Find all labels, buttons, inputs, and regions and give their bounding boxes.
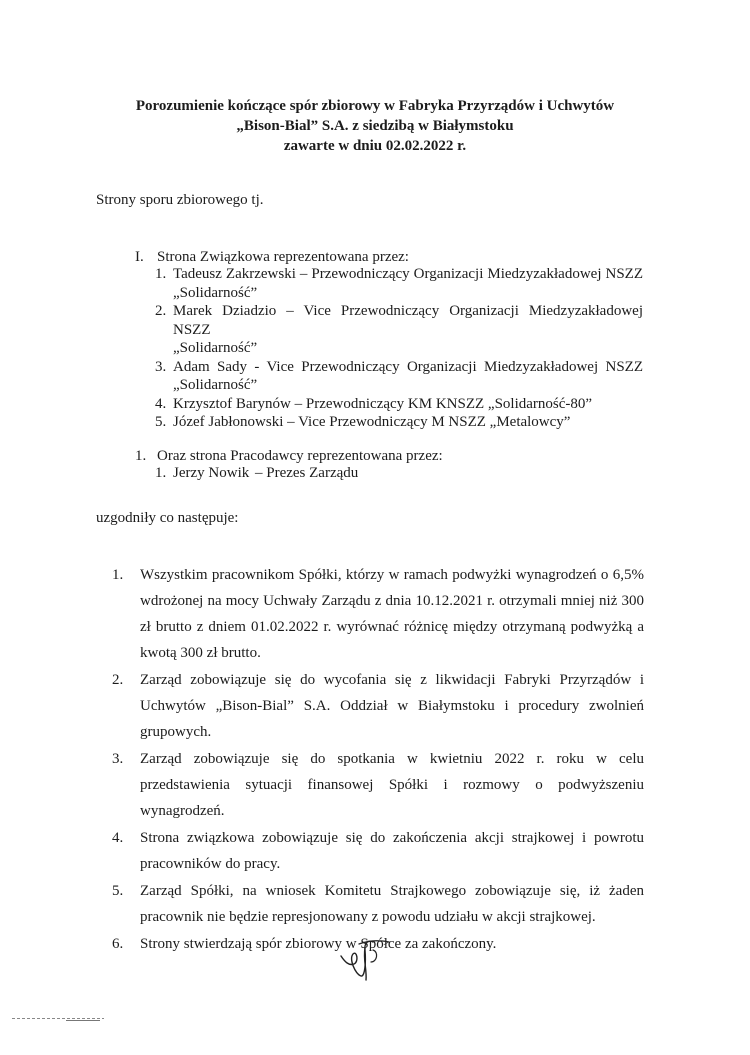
employer-section-title: Oraz strona Pracodawcy reprezentowana przez: (157, 448, 443, 464)
agreement-point (112, 825, 644, 877)
agreement-point-number: 1. (112, 567, 124, 583)
union-member-text (173, 302, 643, 358)
union-member-item (155, 395, 643, 414)
union-member-text (173, 265, 643, 302)
agreement-point-text: Strona związkowa zobowiązuje się do zakończenia akcji strajkowej i powrotu pracowników do pracy. (140, 830, 644, 872)
union-member-number: 5. (155, 414, 167, 430)
agreement-point (112, 878, 644, 930)
employer-rep-role: – Prezes Zarządu (255, 465, 359, 481)
title-line-1: Porozumienie kończące spór zbiorowy w Fabryka Przyrządów i Uchwytów (135, 98, 615, 114)
union-member-line-1: Adam Sady - Vice Przewodniczący Organizacji Miedzyzakładowej NSZZ (173, 358, 643, 375)
union-member-number: 4. (155, 395, 167, 412)
union-section-title: Strona Związkowa reprezentowana przez: (157, 249, 409, 265)
agreement-point (112, 562, 644, 666)
intro-text: Strony sporu zbiorowego tj. (96, 192, 264, 208)
agreement-point-number: 5. (112, 883, 124, 899)
agreement-point-text: Zarząd zobowiązuje się do wycofania się z likwidacji Fabryki Przyrządów i Uchwytów „Bison-Bial” S.A. Oddział w Białymstoku i procedury zwolnień grupowych. (140, 672, 644, 740)
union-member-text (173, 395, 643, 414)
union-member-item (155, 265, 643, 302)
agreement-point-number: 6. (112, 936, 124, 952)
employer-rep-name: Jerzy Nowik (173, 465, 250, 481)
title-line-3: zawarte w dniu 02.02.2022 r. (283, 138, 467, 154)
union-member-text (173, 413, 643, 432)
agreement-point-number: 4. (112, 830, 124, 846)
agreement-point-text: Zarząd Spółki, na wniosek Komitetu Strajkowego zobowiązuje się, iż żaden pracownik nie będzie represjonowany z powodu udziału w akcji strajkowej. (140, 883, 644, 925)
agreement-point-number: 2. (112, 672, 124, 688)
document-title (0, 96, 750, 156)
union-member-line-2: „Solidarność” (173, 340, 258, 356)
agreement-point (112, 746, 644, 824)
agreement-point-text: Strony stwierdzają spór zbiorowy w Spółce za zakończony. (140, 936, 497, 952)
scan-artifact-line-2 (66, 1020, 100, 1021)
union-section-number: I. (135, 249, 144, 265)
agreement-point-text: Wszystkim pracownikom Spółki, którzy w ramach podwyżki wynagrodzeń o 6,5% wdrożonej na mocy Uchwały Zarządu z dnia 10.12.2021 r. otrzymali mniej niż 300 zł brutto z dniem 01.02.2022 r. wyrównać różnicę między otrzymaną podwyżką a kwotą 300 zł brutto. (140, 567, 644, 661)
scan-artifact-line (12, 1018, 104, 1019)
union-member-number: 3. (155, 358, 167, 375)
union-member-item (155, 302, 643, 358)
employer-rep-number: 1. (155, 465, 167, 481)
union-member-number: 2. (155, 303, 167, 319)
agreed-text: uzgodniły co następuje: (96, 510, 239, 526)
union-member-line-2: „Solidarność” (173, 377, 258, 393)
employer-representative (155, 465, 358, 482)
union-members-list (155, 265, 643, 432)
union-member-text (173, 358, 643, 395)
employer-section-number: 1. (135, 448, 147, 464)
union-member-line-1: Józef Jabłonowski – Vice Przewodniczący M NSZZ „Metalowcy” (173, 414, 571, 430)
agreement-point-text: Zarząd zobowiązuje się do spotkania w kwietniu 2022 r. roku w celu przedstawienia sytuacji finansowej Spółki i rozmowy o podwyższeniu wynagrodzeń. (140, 751, 644, 819)
agreement-point-number: 3. (112, 751, 124, 767)
union-member-line-2: „Solidarność” (173, 284, 258, 301)
union-member-line-1: Krzysztof Barynów – Przewodniczący KM KNSZZ „Solidarność-80” (173, 395, 593, 412)
agreement-point (112, 667, 644, 745)
employer-section-heading (135, 448, 443, 465)
union-member-item (155, 358, 643, 395)
agreement-points-list (112, 562, 644, 958)
union-member-item (155, 413, 643, 432)
union-member-line-1: Tadeusz Zakrzewski – Przewodniczący Organizacji Miedzyzakładowej NSZZ (173, 266, 643, 282)
title-line-2: „Bison-Bial” S.A. z siedzibą w Białymstoku (236, 118, 514, 134)
union-member-number: 1. (155, 266, 167, 282)
union-section-heading (135, 249, 409, 266)
union-member-line-1: Marek Dziadzio – Vice Przewodniczący Organizacji Miedzyzakładowej NSZZ (173, 303, 643, 338)
handwritten-signature (335, 932, 395, 984)
